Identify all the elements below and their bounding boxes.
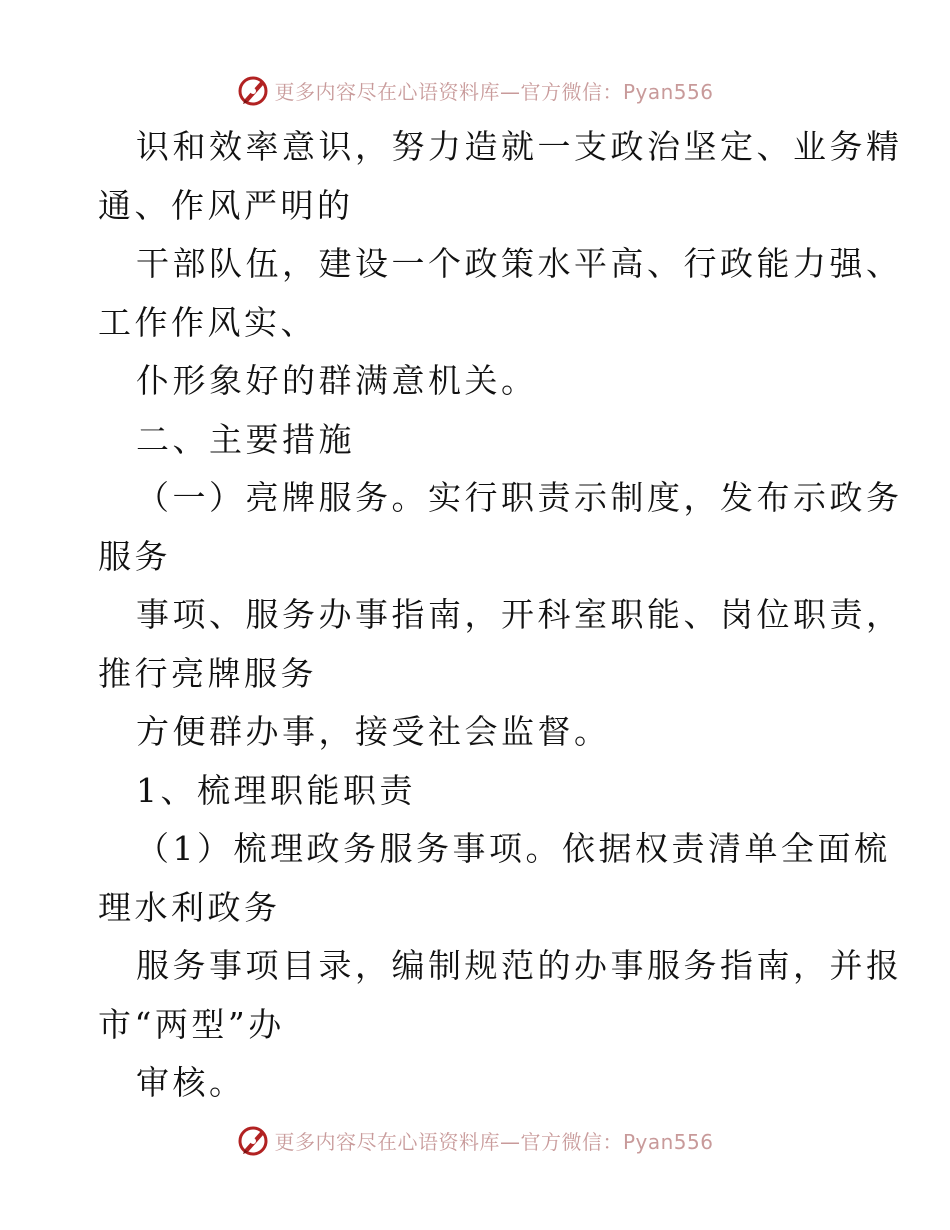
- footer-banner-text: 更多内容尽在心语资料库—官方微信：Pyan556: [274, 1129, 714, 1154]
- header-banner: [0, 70, 950, 110]
- pen-circle-logo-icon: [236, 1123, 270, 1157]
- pen-circle-logo-icon: [236, 73, 270, 107]
- text-line: 推行亮牌服务: [98, 653, 317, 693]
- footer-banner: [0, 1120, 950, 1160]
- text-line: 理水利政务: [98, 887, 281, 927]
- text-line: 识和效率意识，努力造就一支政治坚定、业务精: [136, 127, 903, 166]
- text-line: 服务: [98, 536, 171, 576]
- text-line: 仆形象好的群满意机关。: [136, 361, 538, 400]
- text-line: 通、作风严明的: [98, 185, 354, 225]
- sub-item-heading: （1）梳理政务服务事项。依据权责清单全面梳: [136, 829, 891, 868]
- header-banner-text: 更多内容尽在心语资料库—官方微信：Pyan556: [274, 79, 714, 104]
- text-line: 事项、服务办事指南，开科室职能、岗位职责，: [136, 595, 903, 634]
- section-heading: 二、主要措施: [136, 419, 355, 459]
- text-line: 市“两型”办: [98, 1004, 285, 1044]
- text-line: 方便群办事，接受社会监督。: [136, 712, 611, 751]
- text-line: 工作作风实、: [98, 302, 317, 342]
- document-body: [98, 118, 903, 1113]
- text-line: 干部队伍，建设一个政策水平高、行政能力强、: [136, 244, 903, 283]
- subsection-heading: （一）亮牌服务。实行职责示制度，发布示政务: [136, 478, 903, 517]
- text-line: 审核。: [136, 1063, 246, 1102]
- text-line: 服务事项目录，编制规范的办事服务指南，并报: [136, 946, 903, 985]
- item-heading: 1、梳理职能职责: [136, 770, 416, 810]
